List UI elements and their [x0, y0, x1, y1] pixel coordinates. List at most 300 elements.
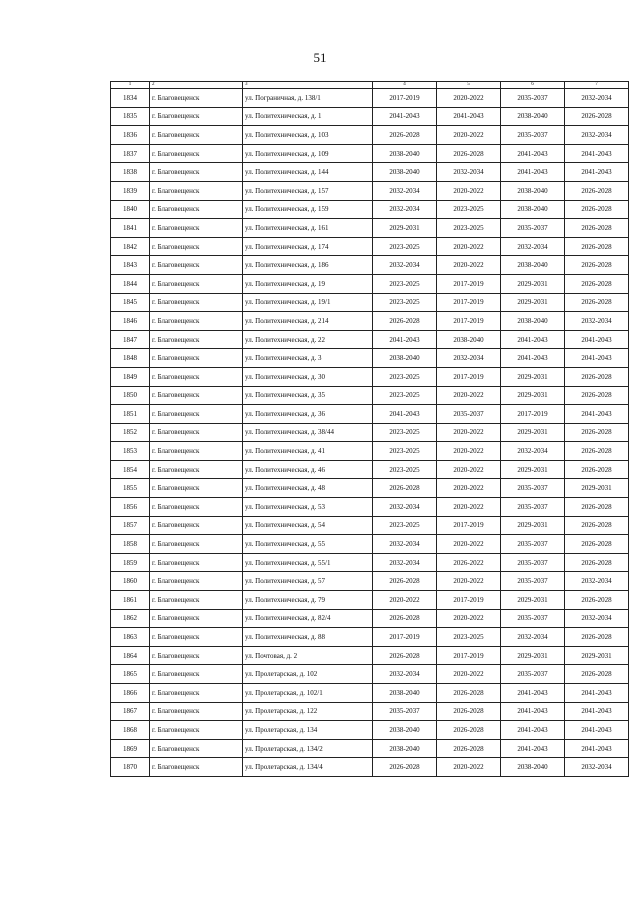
period-col-4: 2026-2028 — [373, 758, 437, 777]
period-col-6: 2041-2043 — [501, 330, 565, 349]
address-cell: ул. Почтовая, д. 2 — [243, 646, 373, 665]
period-col-5: 2020-2022 — [437, 256, 501, 275]
period-col-7: 2026-2028 — [565, 535, 629, 554]
header-col-2: 2 — [150, 82, 243, 89]
table-row — [111, 628, 629, 647]
city-cell: г. Благовещенск — [150, 126, 243, 145]
period-col-5: 2023-2025 — [437, 200, 501, 219]
period-col-7: 2026-2028 — [565, 107, 629, 126]
period-col-4: 2038-2040 — [373, 739, 437, 758]
period-col-7: 2026-2028 — [565, 386, 629, 405]
address-cell: ул. Пролетарская, д. 134 — [243, 721, 373, 740]
period-col-7: 2029-2031 — [565, 646, 629, 665]
period-col-5: 2017-2019 — [437, 293, 501, 312]
period-col-4: 2041-2043 — [373, 330, 437, 349]
period-col-7: 2029-2031 — [565, 479, 629, 498]
period-col-4: 2023-2025 — [373, 516, 437, 535]
table-row — [111, 609, 629, 628]
city-cell: г. Благовещенск — [150, 498, 243, 517]
period-col-4: 2032-2034 — [373, 553, 437, 572]
period-col-6: 2029-2031 — [501, 516, 565, 535]
period-col-5: 2020-2022 — [437, 479, 501, 498]
schedule-table — [110, 81, 629, 777]
address-cell: ул. Политехническая, д. 1 — [243, 107, 373, 126]
period-col-5: 2026-2028 — [437, 721, 501, 740]
period-col-5: 2020-2022 — [437, 609, 501, 628]
table-row — [111, 274, 629, 293]
period-col-7: 2041-2043 — [565, 739, 629, 758]
address-cell: ул. Политехническая, д. 55/1 — [243, 553, 373, 572]
row-number: 1857 — [111, 516, 150, 535]
city-cell: г. Благовещенск — [150, 274, 243, 293]
period-col-4: 2026-2028 — [373, 479, 437, 498]
period-col-7: 2026-2028 — [565, 516, 629, 535]
table-row — [111, 256, 629, 275]
period-col-4: 2023-2025 — [373, 367, 437, 386]
period-col-6: 2017-2019 — [501, 405, 565, 424]
period-col-6: 2035-2037 — [501, 89, 565, 108]
period-col-4: 2041-2043 — [373, 405, 437, 424]
period-col-6: 2029-2031 — [501, 646, 565, 665]
table-row — [111, 107, 629, 126]
address-cell: ул. Политехническая, д. 22 — [243, 330, 373, 349]
period-col-5: 2038-2040 — [437, 330, 501, 349]
period-col-7: 2032-2034 — [565, 126, 629, 145]
address-cell: ул. Политехническая, д. 38/44 — [243, 423, 373, 442]
period-col-5: 2020-2022 — [437, 386, 501, 405]
address-cell: ул. Политехническая, д. 30 — [243, 367, 373, 386]
table-row — [111, 591, 629, 610]
city-cell: г. Благовещенск — [150, 330, 243, 349]
row-number: 1840 — [111, 200, 150, 219]
period-col-6: 2038-2040 — [501, 256, 565, 275]
address-cell: ул. Политехническая, д. 88 — [243, 628, 373, 647]
address-cell: ул. Политехническая, д. 82/4 — [243, 609, 373, 628]
city-cell: г. Благовещенск — [150, 293, 243, 312]
table-row — [111, 181, 629, 200]
table-row — [111, 144, 629, 163]
table-row — [111, 89, 629, 108]
period-col-7: 2041-2043 — [565, 405, 629, 424]
city-cell: г. Благовещенск — [150, 89, 243, 108]
row-number: 1869 — [111, 739, 150, 758]
period-col-7: 2026-2028 — [565, 274, 629, 293]
period-col-6: 2035-2037 — [501, 572, 565, 591]
city-cell: г. Благовещенск — [150, 572, 243, 591]
period-col-6: 2029-2031 — [501, 367, 565, 386]
table-row — [111, 646, 629, 665]
address-cell: ул. Политехническая, д. 57 — [243, 572, 373, 591]
row-number: 1849 — [111, 367, 150, 386]
row-number: 1861 — [111, 591, 150, 610]
period-col-6: 2038-2040 — [501, 758, 565, 777]
period-col-4: 2026-2028 — [373, 312, 437, 331]
period-col-5: 2017-2019 — [437, 367, 501, 386]
period-col-5: 2023-2025 — [437, 628, 501, 647]
period-col-4: 2023-2025 — [373, 293, 437, 312]
period-col-6: 2041-2043 — [501, 739, 565, 758]
row-number: 1834 — [111, 89, 150, 108]
period-col-6: 2038-2040 — [501, 312, 565, 331]
table-row — [111, 684, 629, 703]
city-cell: г. Благовещенск — [150, 460, 243, 479]
period-col-4: 2020-2022 — [373, 591, 437, 610]
row-number: 1847 — [111, 330, 150, 349]
table-row — [111, 126, 629, 145]
row-number: 1837 — [111, 144, 150, 163]
address-cell: ул. Политехническая, д. 46 — [243, 460, 373, 479]
period-col-4: 2026-2028 — [373, 572, 437, 591]
period-col-7: 2032-2034 — [565, 758, 629, 777]
table-row — [111, 349, 629, 368]
period-col-6: 2041-2043 — [501, 684, 565, 703]
period-col-6: 2029-2031 — [501, 591, 565, 610]
city-cell: г. Благовещенск — [150, 721, 243, 740]
address-cell: ул. Политехническая, д. 103 — [243, 126, 373, 145]
period-col-7: 2026-2028 — [565, 200, 629, 219]
period-col-7: 2032-2034 — [565, 609, 629, 628]
table-row — [111, 702, 629, 721]
row-number: 1865 — [111, 665, 150, 684]
city-cell: г. Благовещенск — [150, 107, 243, 126]
period-col-4: 2017-2019 — [373, 89, 437, 108]
table-row — [111, 479, 629, 498]
period-col-6: 2038-2040 — [501, 107, 565, 126]
period-col-5: 2023-2025 — [437, 219, 501, 238]
period-col-6: 2041-2043 — [501, 702, 565, 721]
period-col-5: 2017-2019 — [437, 591, 501, 610]
period-col-5: 2020-2022 — [437, 665, 501, 684]
row-number: 1858 — [111, 535, 150, 554]
table-row — [111, 367, 629, 386]
row-number: 1859 — [111, 553, 150, 572]
address-cell: ул. Политехническая, д. 157 — [243, 181, 373, 200]
address-cell: ул. Пролетарская, д. 122 — [243, 702, 373, 721]
table-row — [111, 219, 629, 238]
period-col-6: 2041-2043 — [501, 144, 565, 163]
table-row — [111, 535, 629, 554]
period-col-7: 2041-2043 — [565, 349, 629, 368]
city-cell: г. Благовещенск — [150, 702, 243, 721]
period-col-4: 2032-2034 — [373, 200, 437, 219]
city-cell: г. Благовещенск — [150, 609, 243, 628]
city-cell: г. Благовещенск — [150, 535, 243, 554]
period-col-5: 2020-2022 — [437, 423, 501, 442]
row-number: 1850 — [111, 386, 150, 405]
address-cell: ул. Политехническая, д. 214 — [243, 312, 373, 331]
address-cell: ул. Пограничная, д. 138/1 — [243, 89, 373, 108]
period-col-4: 2041-2043 — [373, 107, 437, 126]
table-row — [111, 572, 629, 591]
period-col-6: 2032-2034 — [501, 442, 565, 461]
address-cell: ул. Пролетарская, д. 102/1 — [243, 684, 373, 703]
city-cell: г. Благовещенск — [150, 386, 243, 405]
address-cell: ул. Политехническая, д. 41 — [243, 442, 373, 461]
period-col-7: 2026-2028 — [565, 181, 629, 200]
period-col-4: 2026-2028 — [373, 646, 437, 665]
table-row — [111, 758, 629, 777]
address-cell: ул. Пролетарская, д. 102 — [243, 665, 373, 684]
address-cell: ул. Политехническая, д. 161 — [243, 219, 373, 238]
period-col-4: 2026-2028 — [373, 126, 437, 145]
table-row — [111, 200, 629, 219]
city-cell: г. Благовещенск — [150, 665, 243, 684]
row-number: 1836 — [111, 126, 150, 145]
period-col-4: 2023-2025 — [373, 274, 437, 293]
period-col-6: 2029-2031 — [501, 274, 565, 293]
row-number: 1844 — [111, 274, 150, 293]
period-col-5: 2032-2034 — [437, 349, 501, 368]
period-col-4: 2032-2034 — [373, 665, 437, 684]
address-cell: ул. Политехническая, д. 144 — [243, 163, 373, 182]
period-col-7: 2026-2028 — [565, 256, 629, 275]
city-cell: г. Благовещенск — [150, 219, 243, 238]
period-col-6: 2035-2037 — [501, 553, 565, 572]
row-number: 1841 — [111, 219, 150, 238]
row-number: 1862 — [111, 609, 150, 628]
table-row — [111, 498, 629, 517]
period-col-7: 2026-2028 — [565, 367, 629, 386]
city-cell: г. Благовещенск — [150, 553, 243, 572]
period-col-6: 2035-2037 — [501, 535, 565, 554]
period-col-4: 2038-2040 — [373, 349, 437, 368]
city-cell: г. Благовещенск — [150, 256, 243, 275]
period-col-6: 2035-2037 — [501, 126, 565, 145]
table-row — [111, 516, 629, 535]
table-row — [111, 739, 629, 758]
period-col-5: 2017-2019 — [437, 516, 501, 535]
period-col-7: 2026-2028 — [565, 442, 629, 461]
period-col-5: 2020-2022 — [437, 237, 501, 256]
period-col-5: 2026-2028 — [437, 739, 501, 758]
period-col-6: 2032-2034 — [501, 237, 565, 256]
period-col-7: 2041-2043 — [565, 684, 629, 703]
period-col-5: 2017-2019 — [437, 274, 501, 293]
period-col-4: 2038-2040 — [373, 684, 437, 703]
header-col-7: 7 — [565, 82, 629, 89]
period-col-6: 2035-2037 — [501, 665, 565, 684]
table-row — [111, 312, 629, 331]
row-number: 1835 — [111, 107, 150, 126]
period-col-5: 2020-2022 — [437, 758, 501, 777]
table-row — [111, 405, 629, 424]
city-cell: г. Благовещенск — [150, 237, 243, 256]
row-number: 1846 — [111, 312, 150, 331]
address-cell: ул. Политехническая, д. 54 — [243, 516, 373, 535]
period-col-7: 2026-2028 — [565, 498, 629, 517]
row-number: 1851 — [111, 405, 150, 424]
row-number: 1860 — [111, 572, 150, 591]
period-col-4: 2029-2031 — [373, 219, 437, 238]
address-cell: ул. Политехническая, д. 19/1 — [243, 293, 373, 312]
header-col-4: 4 — [373, 82, 437, 89]
table-row — [111, 293, 629, 312]
city-cell: г. Благовещенск — [150, 628, 243, 647]
period-col-6: 2041-2043 — [501, 349, 565, 368]
city-cell: г. Благовещенск — [150, 423, 243, 442]
period-col-6: 2029-2031 — [501, 460, 565, 479]
address-cell: ул. Политехническая, д. 53 — [243, 498, 373, 517]
row-number: 1848 — [111, 349, 150, 368]
period-col-6: 2035-2037 — [501, 479, 565, 498]
table-row — [111, 330, 629, 349]
period-col-4: 2035-2037 — [373, 702, 437, 721]
period-col-6: 2038-2040 — [501, 181, 565, 200]
city-cell: г. Благовещенск — [150, 349, 243, 368]
row-number: 1866 — [111, 684, 150, 703]
page-number: 51 — [313, 50, 327, 65]
period-col-6: 2035-2037 — [501, 219, 565, 238]
row-number: 1843 — [111, 256, 150, 275]
period-col-7: 2041-2043 — [565, 163, 629, 182]
period-col-4: 2038-2040 — [373, 144, 437, 163]
city-cell: г. Благовещенск — [150, 516, 243, 535]
header-col-5: 5 — [437, 82, 501, 89]
period-col-5: 2026-2022 — [437, 553, 501, 572]
row-number: 1845 — [111, 293, 150, 312]
address-cell: ул. Политехническая, д. 3 — [243, 349, 373, 368]
city-cell: г. Благовещенск — [150, 163, 243, 182]
table-row — [111, 460, 629, 479]
city-cell: г. Благовещенск — [150, 144, 243, 163]
city-cell: г. Благовещенск — [150, 758, 243, 777]
period-col-7: 2041-2043 — [565, 330, 629, 349]
row-number: 1870 — [111, 758, 150, 777]
period-col-5: 2020-2022 — [437, 89, 501, 108]
table-row — [111, 163, 629, 182]
address-cell: ул. Политехническая, д. 186 — [243, 256, 373, 275]
header-row — [111, 82, 629, 89]
period-col-7: 2026-2028 — [565, 219, 629, 238]
period-col-4: 2038-2040 — [373, 721, 437, 740]
period-col-4: 2032-2034 — [373, 535, 437, 554]
period-col-7: 2032-2034 — [565, 89, 629, 108]
period-col-6: 2038-2040 — [501, 200, 565, 219]
period-col-6: 2029-2031 — [501, 423, 565, 442]
address-cell: ул. Политехническая, д. 19 — [243, 274, 373, 293]
period-col-7: 2041-2043 — [565, 144, 629, 163]
city-cell: г. Благовещенск — [150, 442, 243, 461]
period-col-5: 2020-2022 — [437, 442, 501, 461]
period-col-6: 2035-2037 — [501, 498, 565, 517]
period-col-5: 2026-2028 — [437, 144, 501, 163]
address-cell: ул. Политехническая, д. 55 — [243, 535, 373, 554]
row-number: 1839 — [111, 181, 150, 200]
period-col-5: 2041-2043 — [437, 107, 501, 126]
table-row — [111, 237, 629, 256]
city-cell: г. Благовещенск — [150, 200, 243, 219]
city-cell: г. Благовещенск — [150, 646, 243, 665]
period-col-5: 2020-2022 — [437, 572, 501, 591]
period-col-5: 2020-2022 — [437, 498, 501, 517]
address-cell: ул. Политехническая, д. 35 — [243, 386, 373, 405]
period-col-5: 2020-2022 — [437, 181, 501, 200]
period-col-7: 2026-2028 — [565, 665, 629, 684]
header-col-6: 6 — [501, 82, 565, 89]
period-col-4: 2017-2019 — [373, 628, 437, 647]
period-col-4: 2032-2034 — [373, 181, 437, 200]
row-number: 1867 — [111, 702, 150, 721]
row-number: 1855 — [111, 479, 150, 498]
header-col-3: 3 — [243, 82, 373, 89]
period-col-5: 2020-2022 — [437, 460, 501, 479]
row-number: 1852 — [111, 423, 150, 442]
city-cell: г. Благовещенск — [150, 181, 243, 200]
row-number: 1854 — [111, 460, 150, 479]
period-col-4: 2023-2025 — [373, 386, 437, 405]
table-header — [111, 82, 629, 89]
address-cell: ул. Политехническая, д. 79 — [243, 591, 373, 610]
period-col-4: 2023-2025 — [373, 442, 437, 461]
row-number: 1864 — [111, 646, 150, 665]
period-col-4: 2032-2034 — [373, 498, 437, 517]
table-row — [111, 553, 629, 572]
city-cell: г. Благовещенск — [150, 591, 243, 610]
period-col-6: 2029-2031 — [501, 386, 565, 405]
table-row — [111, 665, 629, 684]
period-col-7: 2026-2028 — [565, 460, 629, 479]
period-col-6: 2032-2034 — [501, 628, 565, 647]
period-col-5: 2017-2019 — [437, 646, 501, 665]
address-cell: ул. Политехническая, д. 36 — [243, 405, 373, 424]
table-row — [111, 442, 629, 461]
period-col-4: 2032-2034 — [373, 256, 437, 275]
row-number: 1842 — [111, 237, 150, 256]
period-col-5: 2035-2037 — [437, 405, 501, 424]
period-col-5: 2026-2028 — [437, 702, 501, 721]
row-number: 1863 — [111, 628, 150, 647]
address-cell: ул. Политехническая, д. 159 — [243, 200, 373, 219]
city-cell: г. Благовещенск — [150, 479, 243, 498]
period-col-5: 2020-2022 — [437, 126, 501, 145]
period-col-5: 2017-2019 — [437, 312, 501, 331]
row-number: 1853 — [111, 442, 150, 461]
header-col-1: 1 — [111, 82, 150, 89]
period-col-7: 2026-2028 — [565, 423, 629, 442]
city-cell: г. Благовещенск — [150, 684, 243, 703]
address-cell: ул. Пролетарская, д. 134/4 — [243, 758, 373, 777]
period-col-7: 2032-2034 — [565, 312, 629, 331]
period-col-7: 2041-2043 — [565, 721, 629, 740]
period-col-7: 2026-2028 — [565, 628, 629, 647]
period-col-4: 2023-2025 — [373, 423, 437, 442]
city-cell: г. Благовещенск — [150, 367, 243, 386]
period-col-4: 2023-2025 — [373, 237, 437, 256]
period-col-4: 2038-2040 — [373, 163, 437, 182]
row-number: 1868 — [111, 721, 150, 740]
period-col-6: 2035-2037 — [501, 609, 565, 628]
period-col-6: 2029-2031 — [501, 293, 565, 312]
period-col-7: 2026-2028 — [565, 293, 629, 312]
row-number: 1838 — [111, 163, 150, 182]
period-col-5: 2032-2034 — [437, 163, 501, 182]
table-row — [111, 721, 629, 740]
table-row — [111, 386, 629, 405]
period-col-7: 2026-2028 — [565, 591, 629, 610]
address-cell: ул. Политехническая, д. 48 — [243, 479, 373, 498]
city-cell: г. Благовещенск — [150, 739, 243, 758]
row-number: 1856 — [111, 498, 150, 517]
period-col-5: 2026-2028 — [437, 684, 501, 703]
period-col-7: 2032-2034 — [565, 572, 629, 591]
table-body — [111, 89, 629, 777]
address-cell: ул. Политехническая, д. 174 — [243, 237, 373, 256]
period-col-6: 2041-2043 — [501, 163, 565, 182]
period-col-6: 2041-2043 — [501, 721, 565, 740]
period-col-4: 2023-2025 — [373, 460, 437, 479]
period-col-4: 2026-2028 — [373, 609, 437, 628]
period-col-7: 2041-2043 — [565, 702, 629, 721]
